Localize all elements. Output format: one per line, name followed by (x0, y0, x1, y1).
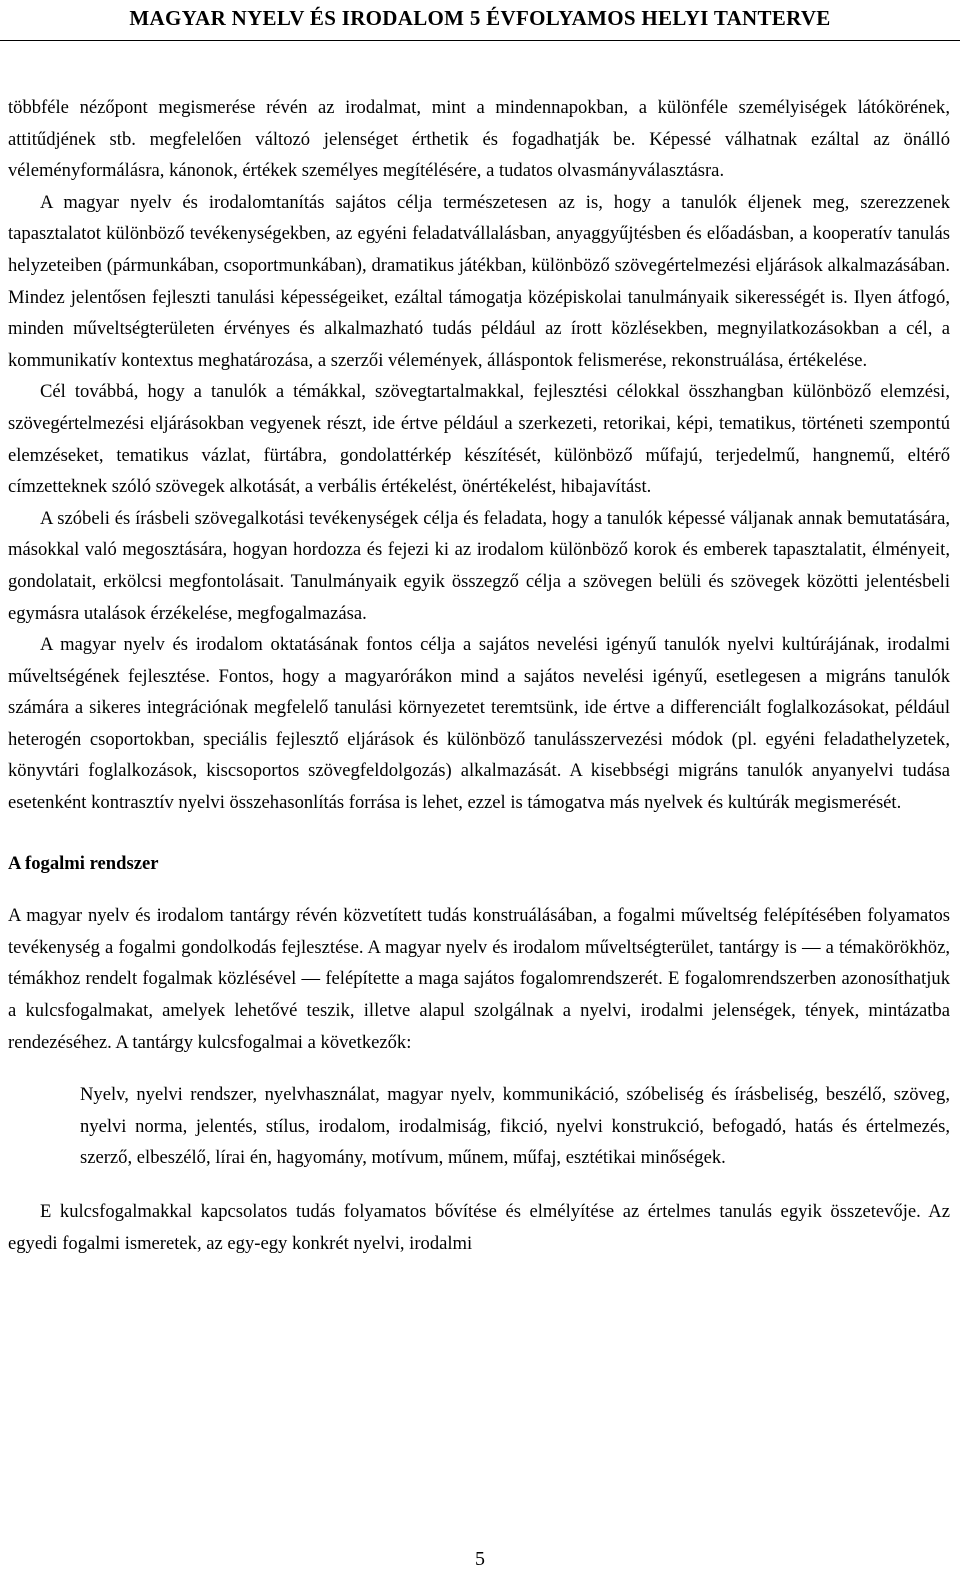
section-paragraph-continuation: E kulcsfogalmakkal kapcsolatos tudás folyamatos bővítése és elmélyítése az értelmes tanulás egyik összetevője. Az egyedi fogalmi ismeretek, az egy-egy konkrét nyelvi, irodalmi (8, 1201, 950, 1254)
key-concepts-list: Nyelv, nyelvi rendszer, nyelvhasználat, magyar nyelv, kommunikáció, szóbeliség és írásbeliség, beszélő, szöveg, nyelvi norma, jelentés, stílus, irodalom, irodalmiság, fikció, nyelvi konstrukció, befogadó, hatás és értelmezés, szerző, elbeszélő, lírai én, hagyomány, motívum, műnem, műfaj, esztétikai minőségek. (80, 1084, 950, 1169)
section-paragraph-intro: A magyar nyelv és irodalom tantárgy révén közvetített tudás konstruálásában, a fogalmi műveltség felépítésében folyamatos tevékenység a fogalmi gondolkodás fejlesztése. A magyar nyelv és irodalom műveltségterület, tantárgy is — a témakörökhöz, témákhoz rendelt fogalmak közlésével — felépítette a maga sajátos fogalomrendszerét. E fogalomrendszerben azonosíthatjuk a kulcsfogalmakat, amelyek lehetővé teszik, illetve alapul szolgálnak a nyelvi, irodalmi jelenségek, tények, mintázatba rendezéséhez. A tantárgy kulcsfogalmai a következők: (8, 905, 950, 1053)
header-divider (0, 40, 960, 41)
document-title: MAGYAR NYELV ÉS IRODALOM 5 ÉVFOLYAMOS HELYI TANTERVE (129, 6, 831, 30)
section-heading: A fogalmi rendszer (8, 852, 159, 874)
page-number: 5 (475, 1548, 485, 1570)
page-header (0, 0, 960, 44)
paragraph-special-needs: A magyar nyelv és irodalom oktatásának fontos célja a sajátos nevelési igényű tanulók nyelvi kultúrájának, irodalmi műveltségének fejlesztése. Fontos, hogy a magyarórákon mind a sajátos nevelési igényű, esetlegesen a migráns tanulók számára a sikeres integrációnak megfelelő tanulási környezetet teremtsünk, ide értve a differenciált foglalkozásokat, például heterogén csoportokban, speciális fejlesztő eljárások és különböző tanulásszervezési módok (pl. egyéni feladathelyzetek, könyvtári foglalkozások, kiscsoportos szövegfeldolgozás) alkalmazását. A kisebbségi migráns tanulók anyanyelvi tudása esetenként kontrasztív nyelvi összehasonlítás forrása is lehet, ezzel is támogatva más nyelvek és kultúrák megismerését. (8, 634, 950, 814)
paragraph-goals: A magyar nyelv és irodalomtanítás sajátos célja természetesen az is, hogy a tanulók éljenek meg, szerezzenek tapasztalatot különböző tevékenységekben, az egyéni feladatvállalásban, anyaggyűjtésben és előadásban, a kooperatív tanulás helyzeteiben (pármunkában, csoportmunkában), dramatikus játékban, különböző szövegértelmezési eljárások alkalmazásában. Mindez jelentősen fejleszti tanulási képességeiket, ezáltal támogatja középiskolai tanulmányaik sikerességét is. Ilyen átfogó, minden műveltségterületen érvényes és alkalmazható tudás például az írott közlésekben, megnyilatkozásokban a cél, a kommunikatív kontextus meghatározása, a szerzői vélemények, álláspontok felismerése, rekonstruálása, értékelése. (8, 191, 950, 371)
paragraph-text-creation: A szóbeli és írásbeli szövegalkotási tevékenységek célja és feladata, hogy a tanulók képessé váljanak annak bemutatására, másokkal való megosztására, hogyan hordozza és fejezi ki az irodalom különböző korok és emberek tapasztalatit, élményeit, gondolatait, erkölcsi megfontolásait. Tanulmányaik egyik összegző célja a szövegen belüli és szövegek közötti jelentésbeli egymásra utalások érzékelése, megfogalmazása. (8, 507, 950, 624)
paragraph-analysis: Cél továbbá, hogy a tanulók a témákkal, szövegtartalmakkal, fejlesztési célokkal összhangban különböző elemzési, szövegértelmezési eljárásokban vegyenek részt, ide értve például a szerkezeti, retorikai, képi, tematikus, történeti szempontú elemzéseket, tematikus vázlat, fürtábra, gondolattérkép készítését, különböző műfajú, terjedelmű, hangnemű, eltérő címzetteknek szóló szövegek alkotását, a verbális értékelést, önértékelést, hibajavítást. (8, 381, 950, 498)
document-body (8, 92, 950, 1259)
paragraph-continuation: többféle nézőpont megismerése révén az irodalmat, mint a mindennapokban, a különféle személyiségek látókörének, attitűdjének stb. megfelelően változó jelenséget érthetik és fogadhatják be. Képessé válhatnak ezáltal az önálló véleményformálásra, kánonok, értékek személyes megítélésére, a tudatos olvasmányválasztásra. (8, 97, 950, 182)
